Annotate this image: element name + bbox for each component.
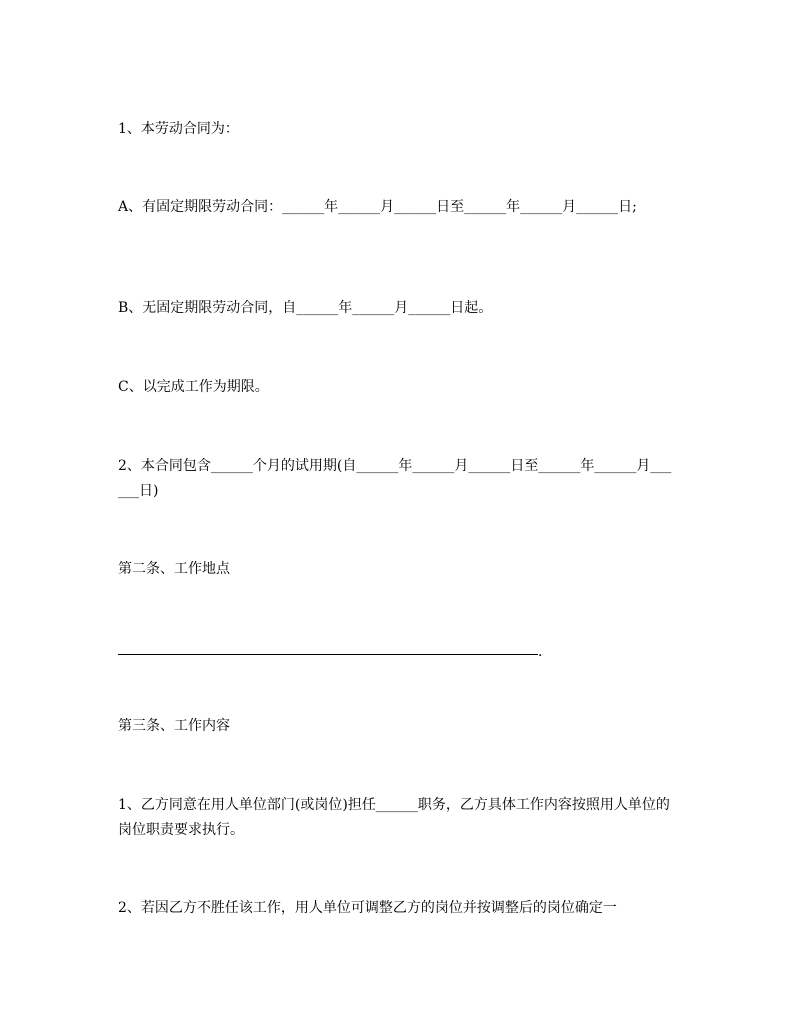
article-3-heading: 第三条、工作内容 bbox=[118, 718, 230, 734]
work-location-period: . bbox=[538, 644, 543, 660]
article-2-heading: 第二条、工作地点 bbox=[118, 561, 230, 577]
work-content-clause-1: 1、乙方同意在用人单位部门(或岗位)担任______职务，乙方具体工作内容按照用人单位的岗位职责要求执行。 bbox=[118, 797, 670, 838]
option-a-fixed-term: A、有固定期限劳动合同：______年______月______日至______年______月______日; bbox=[118, 199, 637, 215]
clause-2-probation: 2、本合同包含______个月的试用期(自______年______月______日至______年______月______日) bbox=[118, 458, 672, 499]
option-b-open-term: B、无固定期限劳动合同，自______年______月______日起。 bbox=[118, 300, 493, 316]
clause-1-heading: 1、本劳动合同为： bbox=[118, 121, 239, 137]
option-c-task-based: C、以完成工作为期限。 bbox=[118, 379, 269, 395]
work-location-blank-line bbox=[118, 654, 538, 655]
work-content-clause-2: 2、若因乙方不胜任该工作，用人单位可调整乙方的岗位并按调整后的岗位确定一 bbox=[118, 900, 617, 916]
